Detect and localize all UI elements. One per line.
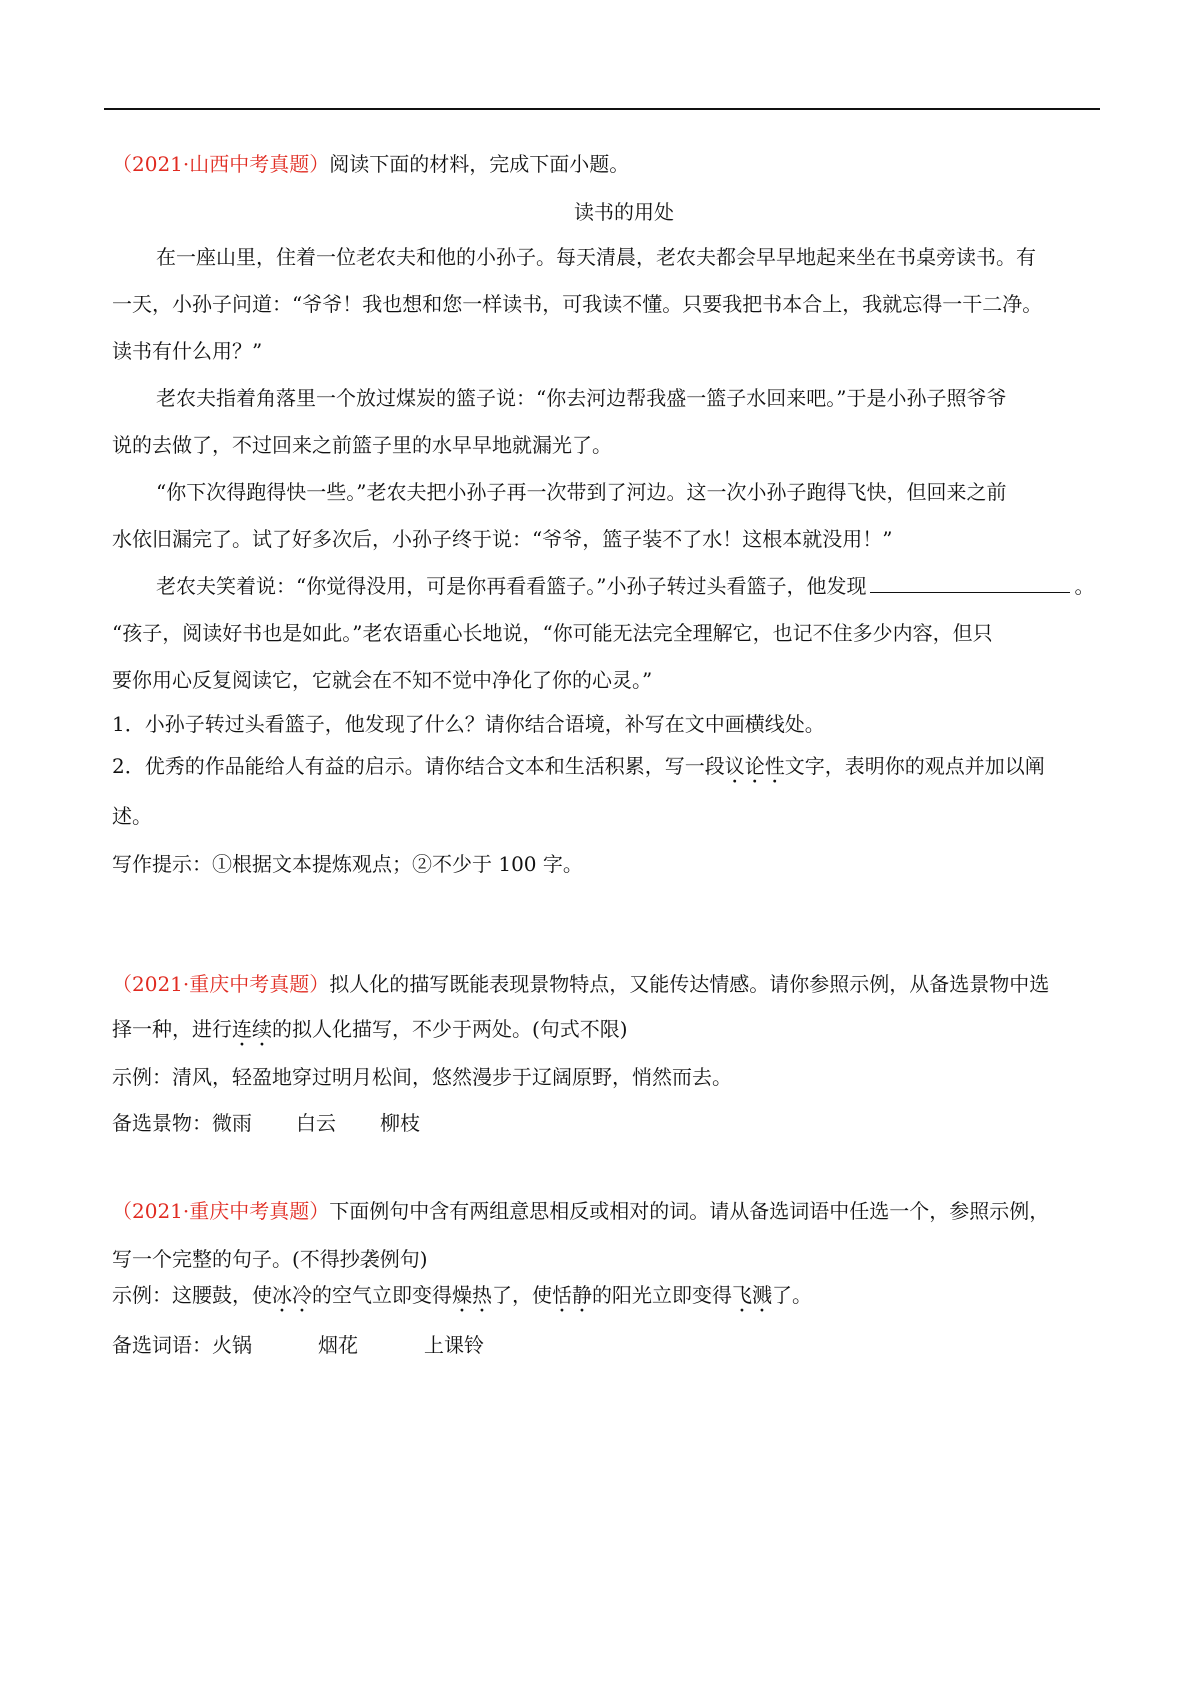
p3-line-1: “你下次得跑得快一些。”老农夫把小孙子再一次带到了河边。这一次小孙子跑得飞快，但回来之前 — [156, 480, 1007, 504]
writing-tip: 写作提示：①根据文本提炼观点；②不少于 100 字。 — [112, 852, 583, 876]
p4-line-1-end: 。 — [1074, 574, 1095, 598]
header-rule — [104, 108, 1100, 110]
sub-question-2 — [112, 752, 1096, 780]
q3-options — [112, 1331, 1096, 1359]
passage-paragraph-4 — [112, 563, 1096, 704]
emphasis-char: 性 — [764, 754, 785, 778]
option-item: 柳枝 — [380, 1111, 420, 1135]
q2-text: 拟人化的描写既能表现景物特点，又能传达情感。请你参照示例，从备选景物中选 — [329, 972, 1050, 996]
sub-question-2-end: 述。 — [112, 804, 152, 828]
passage-paragraph-2 — [112, 375, 1096, 469]
passage-paragraph-3 — [112, 469, 1096, 563]
emphasis-char: 燥 — [452, 1283, 472, 1307]
emphasis-char: 静 — [572, 1283, 592, 1307]
ex-text-a: 示例：这腰鼓，使 — [112, 1283, 272, 1307]
q2-line-1 — [112, 970, 1096, 998]
ex-text-b: 的空气立即变得 — [312, 1283, 452, 1307]
emphasis-char: 恬 — [552, 1283, 572, 1307]
document-body — [112, 150, 1096, 1359]
q2-l2-a: 择一种，进行 — [112, 1017, 232, 1041]
q2-example: 示例：清风，轻盈地穿过明月松间，悠然漫步于辽阔原野，悄然而去。 — [112, 1065, 732, 1089]
passage-title: 读书的用处 — [574, 200, 674, 224]
emphasis-char: 飞 — [732, 1283, 752, 1307]
emphasis-char: 热 — [472, 1283, 492, 1307]
emphasis-char: 续 — [252, 1017, 272, 1041]
p3-line-2: 水依旧漏完了。试了好多次后，小孙子终于说：“爷爷，篮子装不了水！这根本就没用！” — [112, 527, 893, 551]
option-item: 火锅 — [212, 1333, 252, 1357]
option-item: 上课铃 — [424, 1333, 484, 1357]
p4-line-3: 要你用心反复阅读它，它就会在不知不觉中净化了你的心灵。” — [112, 668, 653, 692]
ex-text-d: 的阳光立即变得 — [592, 1283, 732, 1307]
p1-line-1: 在一座山里，住着一位老农夫和他的小孙子。每天清晨，老农夫都会早早地起来坐在书桌旁读书。有 — [156, 245, 1036, 269]
emphasis-char: 冰 — [272, 1283, 292, 1307]
p4-line-1 — [112, 563, 1096, 610]
sub-question-1: 1．小孙子转过头看篮子，他发现了什么？请你结合语境，补写在文中画横线处。 — [112, 712, 825, 736]
q3-source: （2021·重庆中考真题） — [112, 1199, 330, 1223]
q2-options-label: 备选景物： — [112, 1111, 212, 1135]
q3-options-label: 备选词语： — [112, 1333, 212, 1357]
sub2-text-a: 2．优秀的作品能给人有益的启示。请你结合文本和生活积累，写一段 — [112, 754, 725, 778]
emphasis-char: 论 — [744, 754, 765, 778]
ex-text-c: 了，使 — [492, 1283, 552, 1307]
p2-line-1: 老农夫指着角落里一个放过煤炭的篮子说：“你去河边帮我盛一篮子水回来吧。”于是小孙子照爷爷 — [156, 386, 1007, 410]
q2-options — [112, 1109, 1096, 1137]
q1-intro: 阅读下面的材料，完成下面小题。 — [329, 152, 630, 176]
p2-line-2: 说的去做了，不过回来之前篮子里的水早早地就漏光了。 — [112, 433, 612, 457]
q2-source: （2021·重庆中考真题） — [112, 972, 330, 996]
p4-line-1-text: 老农夫笑着说：“你觉得没用，可是你再看看篮子。”小孙子转过头看篮子，他发现 — [156, 574, 867, 598]
q3-line-2: 写一个完整的句子。(不得抄袭例句) — [112, 1247, 428, 1271]
option-item: 微雨 — [212, 1111, 252, 1135]
p4-line-2: “孩子，阅读好书也是如此。”老农语重心长地说，“你可能无法完全理解它，也记不住多少内容，但只 — [112, 621, 993, 645]
q1-source: （2021·山西中考真题） — [112, 152, 330, 176]
emphasis-char: 冷 — [292, 1283, 312, 1307]
q3-text: 下面例句中含有两组意思相反或相对的词。请从备选词语中任选一个，参照示例， — [329, 1199, 1050, 1223]
option-item: 白云 — [296, 1111, 336, 1135]
p1-line-3: 读书有什么用？” — [112, 339, 263, 363]
q3-example — [112, 1281, 1096, 1309]
q3-line-1 — [112, 1197, 1096, 1225]
passage-paragraph-1 — [112, 234, 1096, 375]
option-item: 烟花 — [318, 1333, 358, 1357]
answer-blank[interactable] — [870, 572, 1070, 593]
p1-line-2: 一天，小孙子问道：“爷爷！我也想和您一样读书，可我读不懂。只要我把书本合上，我就忘得一干二净。 — [112, 292, 1043, 316]
q2-line-2 — [112, 1015, 1096, 1043]
emphasis-char: 溅 — [752, 1283, 772, 1307]
emphasis-char: 连 — [232, 1017, 252, 1041]
ex-text-e: 了。 — [772, 1283, 812, 1307]
q1-heading — [112, 150, 1096, 178]
sub2-text-b: 文字，表明你的观点并加以阐 — [784, 754, 1045, 778]
q2-l2-b: 的拟人化描写，不少于两处。(句式不限) — [272, 1017, 628, 1041]
emphasis-char: 议 — [724, 754, 745, 778]
